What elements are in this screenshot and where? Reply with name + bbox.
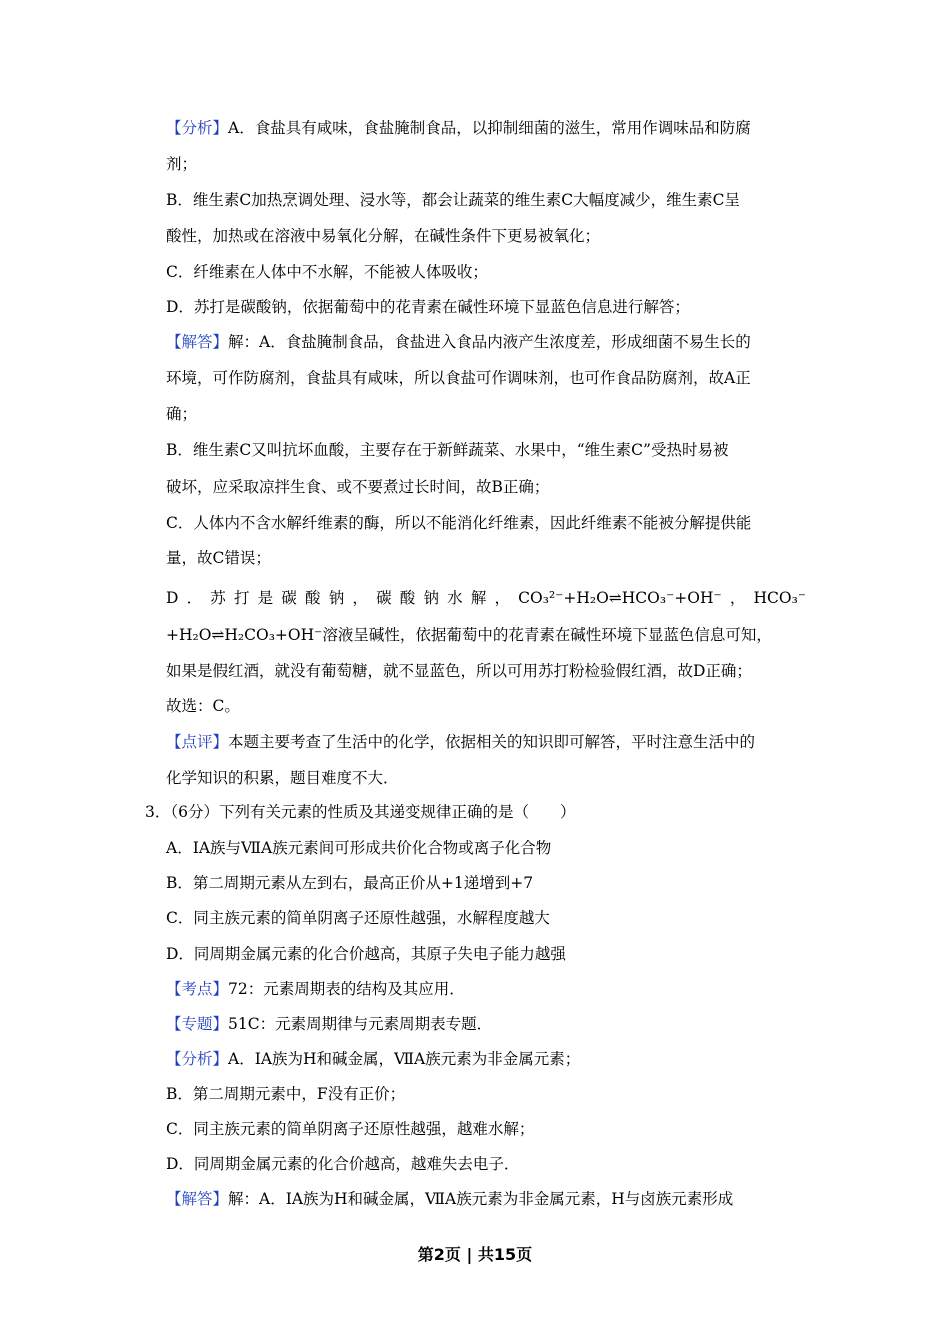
text-line: [166, 660, 752, 682]
line-text: D．同周期金属元素的化合价越高，其原子失电子能力越强: [166, 945, 566, 963]
line-text: C．人体内不含水解纤维素的酶，所以不能消化纤维素，因此纤维素不能被分解提供能: [166, 514, 752, 532]
line-text: 解：A．ⅠA族为H和碱金属，ⅦA族元素为非金属元素，H与卤族元素形成: [228, 1190, 734, 1208]
text-line: [166, 1013, 492, 1035]
text-line: [166, 189, 740, 211]
question-stem: [145, 801, 575, 823]
line-text: B．维生素C加热烹调处理、浸水等，都会让蔬菜的维生素C大幅度减少，维生素C呈: [166, 191, 740, 209]
section-tag: 【专题】: [166, 1015, 229, 1033]
text-line: [166, 731, 755, 753]
option-c: [166, 907, 550, 929]
page-footer: 第2页 | 共15页: [417, 1245, 533, 1264]
text-line: [166, 367, 751, 389]
text-line: [166, 153, 197, 175]
line-text: A．ⅠA族与ⅦA族元素间可形成共价化合物或离子化合物: [166, 839, 552, 857]
line-text: 如果是假红酒，就没有葡萄糖，就不显蓝色，所以可用苏打粉检验假红酒，故D正确；: [166, 662, 752, 680]
text-line: [166, 1188, 733, 1210]
text-line: [166, 624, 772, 646]
text-line: [166, 1118, 534, 1140]
line-text: 酸性，加热或在溶液中易氧化分解，在碱性条件下更易被氧化；: [166, 227, 601, 245]
text-line: [166, 117, 751, 139]
line-text: 确；: [166, 405, 198, 423]
line-text: B．第二周期元素中，F没有正价；: [166, 1085, 406, 1103]
line-text: B．维生素C又叫抗坏血酸，主要存在于新鲜蔬菜、水果中，“维生素C”受热时易被: [166, 441, 729, 459]
line-text: D．苏打是碳酸钠，碳酸钠水解，CO₃²⁻+H₂O⇌HCO₃⁻+OH⁻，HCO₃⁻: [166, 589, 806, 607]
line-text: A．ⅠA族为H和碱金属，ⅦA族元素为非金属元素；: [228, 1050, 581, 1068]
line-text: C．纤维素在人体中不水解，不能被人体吸收；: [166, 263, 488, 281]
line-text: 化学知识的积累，题目难度不大．: [166, 769, 399, 787]
line-text: A．食盐具有咸味，食盐腌制食品，以抑制细菌的滋生，常用作调味品和防腐: [228, 119, 751, 137]
text-line: [166, 512, 751, 534]
section-tag: 【分析】: [166, 1050, 229, 1068]
line-text: 剂；: [166, 155, 198, 173]
text-line: [166, 978, 465, 1000]
text-line: [166, 261, 488, 283]
line-text: 72：元素周期表的结构及其应用．: [228, 980, 465, 998]
section-tag: 【解答】: [166, 1190, 229, 1208]
line-text: 量，故C错误；: [166, 549, 271, 567]
section-tag: 【分析】: [166, 119, 229, 137]
section-tag: 【解答】: [166, 333, 229, 351]
line-text: +H₂O⇌H₂CO₃+OH⁻溶液呈碱性，依据葡萄中的花青素在碱性环境下显蓝色信息可知，: [166, 626, 772, 644]
text-line: [166, 331, 751, 353]
line-text: C．同主族元素的简单阴离子还原性越强，水解程度越大: [166, 909, 550, 927]
option-d: [166, 943, 566, 965]
text-line: [166, 547, 271, 569]
line-text: 环境，可作防腐剂，食盐具有咸味，所以食盐可作调味剂，也可作食品防腐剂，故A正: [166, 369, 751, 387]
line-text: 破坏，应采取凉拌生食、或不要煮过长时间，故B正确；: [166, 478, 550, 496]
line-text: 解：A．食盐腌制食品，食盐进入食品内液产生浓度差，形成细菌不易生长的: [228, 333, 751, 351]
text-line: [166, 1083, 405, 1105]
line-text: 故选：C。: [166, 697, 240, 715]
text-line: [166, 439, 728, 461]
text-line: [166, 695, 240, 717]
line-text: 3．（6分）下列有关元素的性质及其递变规律正确的是（ ）: [145, 803, 576, 821]
option-a: [166, 837, 551, 859]
text-line: [166, 476, 549, 498]
text-line: [166, 225, 600, 247]
line-text: 本题主要考查了生活中的化学，依据相关的知识即可解答，平时注意生活中的: [228, 733, 756, 751]
text-line: [166, 767, 399, 789]
line-text: 51C：元素周期律与元素周期表专题．: [228, 1015, 493, 1033]
text-line: [166, 296, 690, 318]
text-line: [166, 587, 806, 609]
text-line: [166, 1153, 519, 1175]
section-tag: 【点评】: [166, 733, 229, 751]
text-line: [166, 1048, 580, 1070]
line-text: C．同主族元素的简单阴离子还原性越强，越难水解；: [166, 1120, 535, 1138]
section-tag: 【考点】: [166, 980, 229, 998]
line-text: D．同周期金属元素的化合价越高，越难失去电子．: [166, 1155, 520, 1173]
text-line: [166, 403, 197, 425]
line-text: B．第二周期元素从左到右，最高正价从+1递增到+7: [166, 874, 534, 892]
option-b: [166, 872, 533, 894]
line-text: D．苏打是碳酸钠，依据葡萄中的花青素在碱性环境下显蓝色信息进行解答；: [166, 298, 690, 316]
